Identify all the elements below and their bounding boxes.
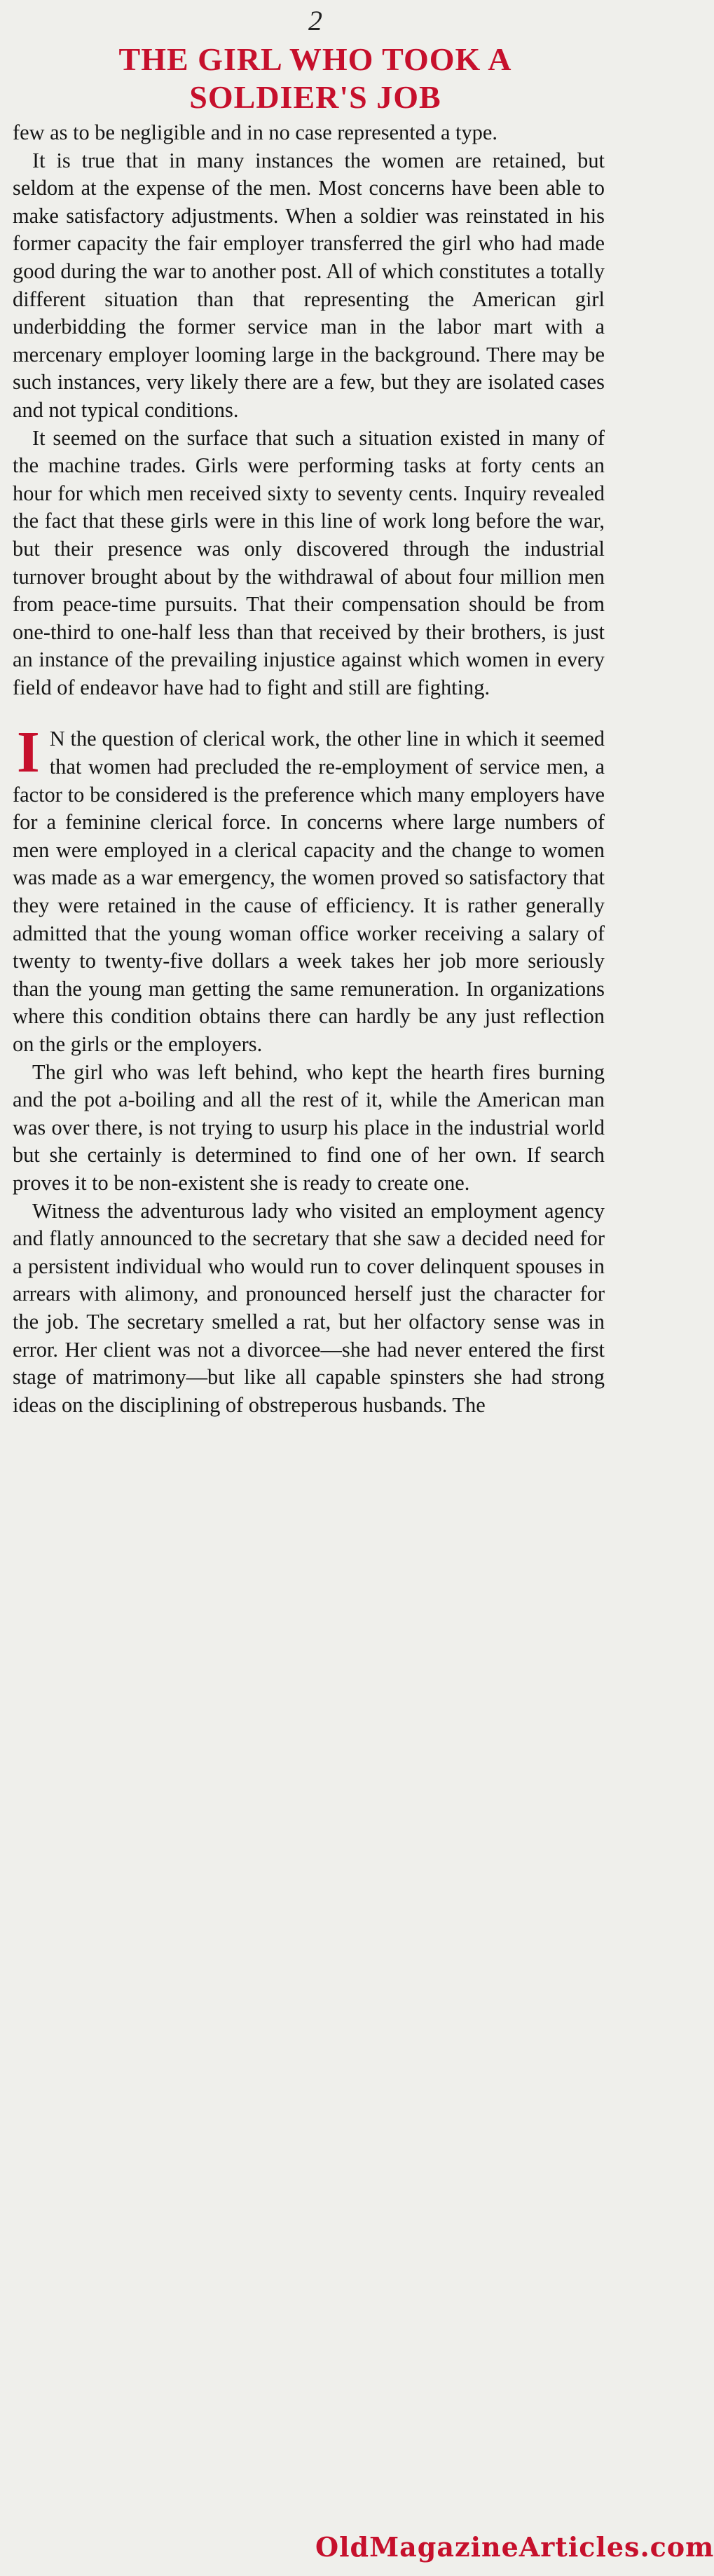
article-body <box>13 119 605 1419</box>
paragraph-5: The girl who was left behind, who kept the hearth fires burning and the pot a-boiling and all the rest of it, while the American man was over there, is not trying to usurp his place in the industrial world but she certainly is determined to find one of her own. If search proves it to be non-existent she is ready to create one. <box>13 1060 605 1195</box>
page-number: 2 <box>308 5 322 36</box>
paragraph-6: Witness the adventurous lady who visited an employment agency and flatly announced to the secretary that she saw a decided need for a persistent individual who would run to cover delinquent spouses in arrears with alimony, and pronounced herself just the character for the job. The secretary smelled a rat, but her olfactory sense was in error. Her client was not a divorcee—she had never entered the first stage of matrimony—but like all capable spinsters she had strong ideas on the disciplining of obstreperous husbands. The <box>13 1198 605 1417</box>
paragraph-3: It seemed on the surface that such a situation existed in many of the machine trades. Girls were performing tasks at forty cents an hour for which men received sixty to seventy cents. Inquiry revealed the fact that these girls were in this line of work long before the war, but their presence was only discovered through the industrial turnover brought about by the withdrawal of about four million men from peace-time pursuits. That their compensation should be from one-third to one-half less than that received by their brothers, is just an instance of the prevailing injustice against which women in every field of endeavor have had to fight and still are fighting. <box>13 425 605 699</box>
headline-line-1: THE GIRL WHO TOOK A <box>118 41 512 77</box>
headline-line-2: SOLDIER'S JOB <box>189 79 441 115</box>
headline <box>42 41 589 116</box>
site-watermark: OldMagazineArticles.com <box>315 2531 714 2563</box>
paragraph-2: It is true that in many instances the women are retained, but seldom at the expense of the men. Most concerns have been able to make satisfactory adjustments. When a soldier was reinstated in his former capacity the fair employer transferred the girl who had made good during the war to another post. All of which constitutes a totally different situation than that representing the American girl underbidding the former service man in the labor mart with a mercenary employer looming large in the background. There may be such instances, very likely there are a few, but they are isolated cases and not typical conditions. <box>13 148 605 422</box>
paragraph-4-text: N the question of clerical work, the other line in which it seemed that women had precluded the re-employment of service men, a factor to be considered is the preference which many employers have for a feminine clerical force. In concerns where large numbers of men were employed in a clerical capacity and the change to women was made as a war emergency, the women proved so satisfactory that they were retained in the cause of efficiency. It is rather generally admitted that the young woman office worker receiving a salary of twenty to twenty-five dollars a week takes her job more seriously than the young man getting the same remuneration. In organizations where this condition obtains there can hardly be any just reflection on the girls or the employers. <box>13 727 605 1056</box>
drop-cap: I <box>17 720 40 786</box>
paragraph-1: few as to be negligible and in no case represented a type. <box>13 121 497 144</box>
paragraph-4 <box>13 720 605 1058</box>
